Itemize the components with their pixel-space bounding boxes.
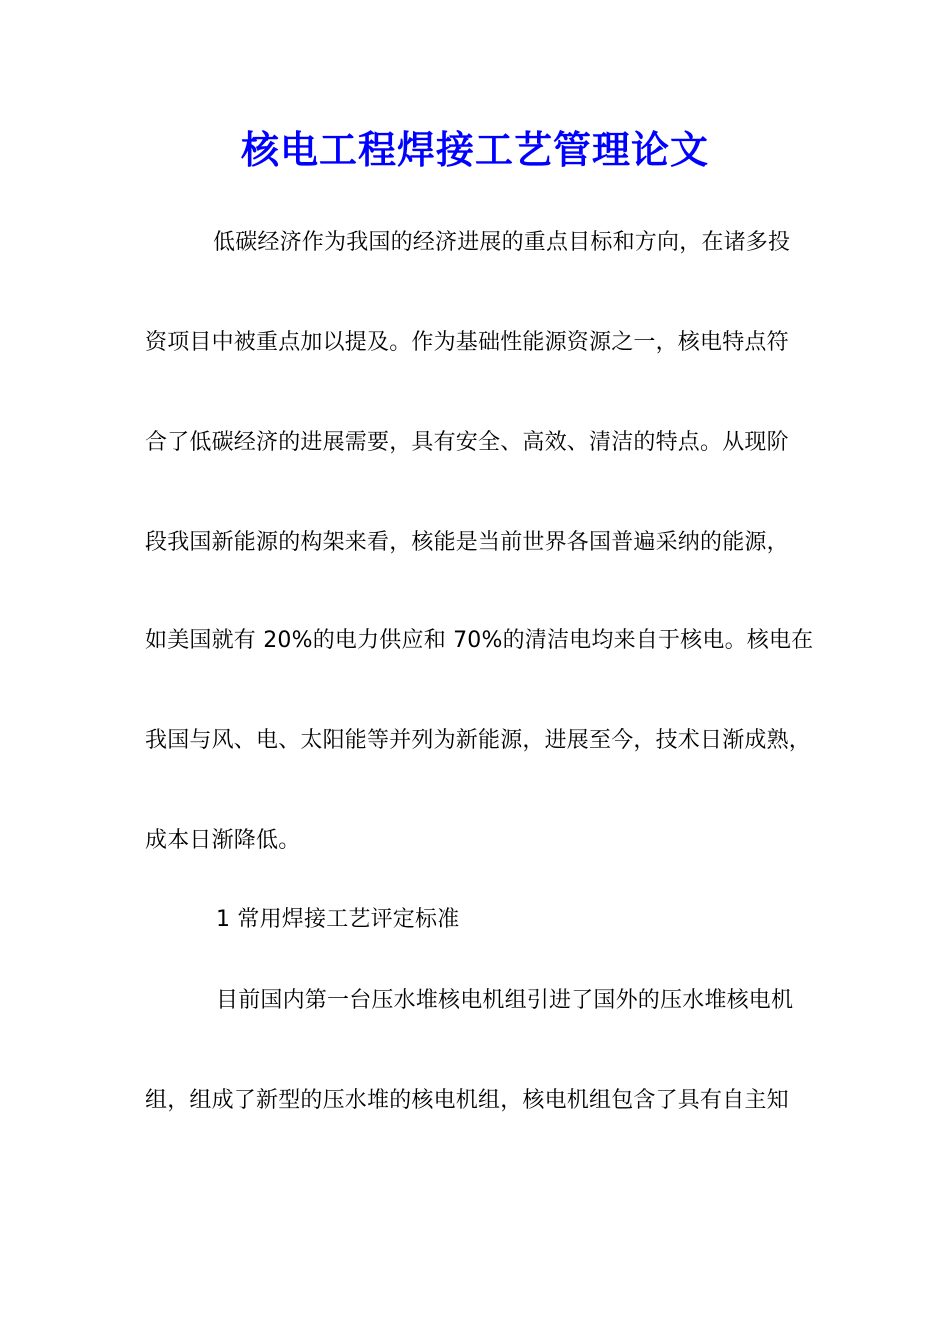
paragraph-line: 资项目中被重点加以提及。作为基础性能源资源之一，核电特点符: [145, 330, 789, 355]
paragraph-line: 目前国内第一台压水堆核电机组引进了国外的压水堆核电机: [216, 988, 794, 1013]
paragraph-line: 成本日渐降低。: [145, 828, 301, 853]
section-heading: 1 常用焊接工艺评定标准: [216, 907, 460, 932]
document-title: 核电工程焊接工艺管理论文: [240, 127, 709, 172]
paragraph-line: 段我国新能源的构架来看，核能是当前世界各国普遍采纳的能源，: [145, 530, 789, 555]
paragraph-line: 低碳经济作为我国的经济进展的重点目标和方向，在诸多投: [213, 230, 791, 255]
paragraph-line: 如美国就有 20%的电力供应和 70%的清洁电均来自于核电。核电在: [145, 628, 814, 653]
paragraph-line: 我国与风、电、太阳能等并列为新能源，进展至今，技术日渐成熟，: [145, 728, 812, 753]
paragraph-line: 合了低碳经济的进展需要，具有安全、高效、清洁的特点。从现阶: [145, 430, 789, 455]
paragraph-line: 组，组成了新型的压水堆的核电机组，核电机组包含了具有自主知: [145, 1088, 789, 1113]
